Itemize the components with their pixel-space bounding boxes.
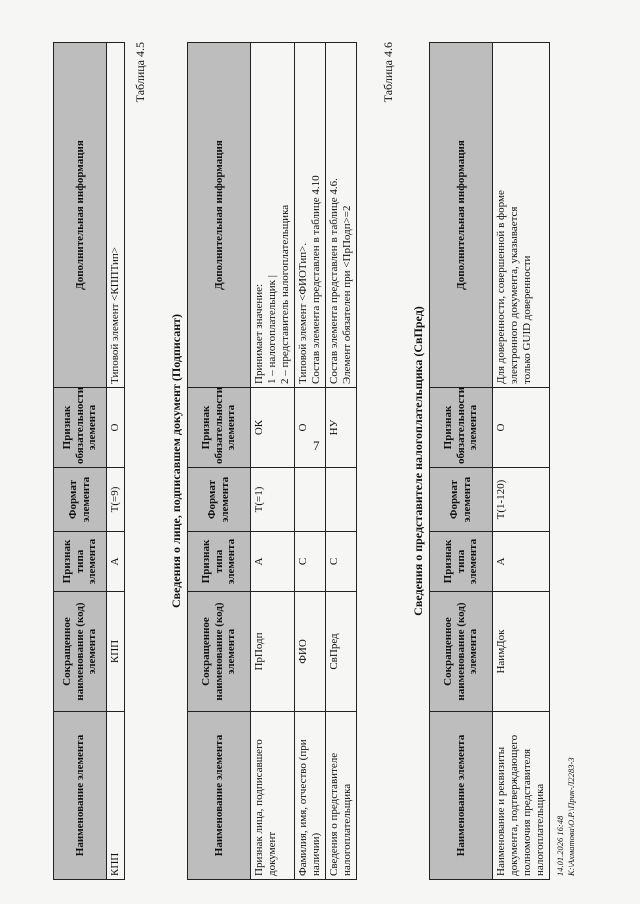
header-code: Сокращенное наименование (код) элемента <box>54 592 107 712</box>
info-line: Типовой элемент <ФИОТип>. <box>296 242 309 384</box>
page-number: 7 <box>313 438 320 453</box>
table-kpp <box>53 42 125 880</box>
table-podpisant <box>187 42 357 880</box>
header-info: Дополнительная информация <box>54 43 107 388</box>
cell-required: О <box>294 388 325 468</box>
cell-name: КПП <box>107 712 125 880</box>
info-line: электронного документа, указывается <box>507 206 520 384</box>
info-line: Состав элемента представлен в таблице 4.10 <box>309 175 322 384</box>
cell-type: А <box>493 532 550 592</box>
table-caption-4-6: Таблица 4.6 <box>381 42 395 103</box>
table-header-row <box>188 43 251 880</box>
cell-info <box>251 43 295 388</box>
cell-required: О <box>107 388 125 468</box>
rotated-content <box>45 20 585 880</box>
cell-format: T(1-120) <box>493 468 550 532</box>
cell-code: ПрПодп <box>251 592 295 712</box>
cell-required: НУ <box>325 388 356 468</box>
header-format: Формат элемента <box>430 468 493 532</box>
info-line: только GUID доверенности <box>520 255 533 384</box>
table-row <box>294 43 325 880</box>
stamp-date: 14.01.2026 16:48 <box>555 815 565 876</box>
info-line: Для доверенности, совершенной в форме <box>495 190 507 384</box>
header-name: Наименование элемента <box>430 712 493 880</box>
table-header-row <box>430 43 493 880</box>
cell-info <box>493 43 550 388</box>
cell-format: T(=9) <box>107 468 125 532</box>
cell-code: КПП <box>107 592 125 712</box>
cell-name: Фамилия, имя, отчество (при наличии) <box>294 712 325 880</box>
cell-type: С <box>325 532 356 592</box>
header-code: Сокращенное наименование (код) элемента <box>188 592 251 712</box>
cell-type: С <box>294 532 325 592</box>
info-line: Принимает значение: <box>253 283 265 384</box>
cell-type: А <box>251 532 295 592</box>
cell-info: Типовой элемент <КППТип> <box>107 43 125 388</box>
table-title-podpisant: Сведения о лице, подписавшем документ (Подписант) <box>169 313 183 609</box>
cell-format <box>294 468 325 532</box>
cell-name: Признак лица, подписавшего документ <box>251 712 295 880</box>
header-format: Формат элемента <box>188 468 251 532</box>
table-title-svpred: Сведения о представителе налогоплательщика (СвПред) <box>411 306 425 616</box>
table-row <box>107 43 125 880</box>
table-row <box>251 43 295 880</box>
info-line: 1 – налогоплательщик | <box>265 275 278 384</box>
cell-code: НаимДок <box>493 592 550 712</box>
header-type: Признак типа элемента <box>188 532 251 592</box>
header-name: Наименование элемента <box>188 712 251 880</box>
header-required: Признак обязательности элемента <box>54 388 107 468</box>
table-row <box>493 43 550 880</box>
stamp-path: К:\Ахматова\О.Р.\Прик-Л2283-3 <box>565 757 576 876</box>
header-code: Сокращенное наименование (код) элемента <box>430 592 493 712</box>
info-line: 2 – представитель налогоплательщика <box>278 204 291 384</box>
cell-format <box>325 468 356 532</box>
header-info: Дополнительная информация <box>430 43 493 388</box>
cell-code: ФИО <box>294 592 325 712</box>
header-format: Формат элемента <box>54 468 107 532</box>
cell-name: Сведения о представителе налогоплательщика <box>325 712 356 880</box>
cell-name: Наименование и реквизиты документа, подтверждающего полномочия представителя налогоплательщика <box>493 712 550 880</box>
table-header-row <box>54 43 107 880</box>
header-name: Наименование элемента <box>54 712 107 880</box>
cell-info <box>325 43 356 388</box>
cell-code: СвПред <box>325 592 356 712</box>
cell-type: А <box>107 532 125 592</box>
header-info: Дополнительная информация <box>188 43 251 388</box>
header-type: Признак типа элемента <box>430 532 493 592</box>
cell-required: О <box>493 388 550 468</box>
table-row <box>325 43 356 880</box>
info-line: Элемент обязателен при <ПрПодп>=2 <box>340 205 353 384</box>
info-line: Состав элемента представлен в таблице 4.6. <box>327 178 340 384</box>
cell-required: ОК <box>251 388 295 468</box>
header-required: Признак обязательности элемента <box>188 388 251 468</box>
table-svpred <box>429 42 550 880</box>
table-caption-4-5: Таблица 4.5 <box>133 42 147 103</box>
print-stamp <box>555 758 576 876</box>
header-type: Признак типа элемента <box>54 532 107 592</box>
header-required: Признак обязательности элемента <box>430 388 493 468</box>
cell-format: T(=1) <box>251 468 295 532</box>
cell-info <box>294 43 325 388</box>
